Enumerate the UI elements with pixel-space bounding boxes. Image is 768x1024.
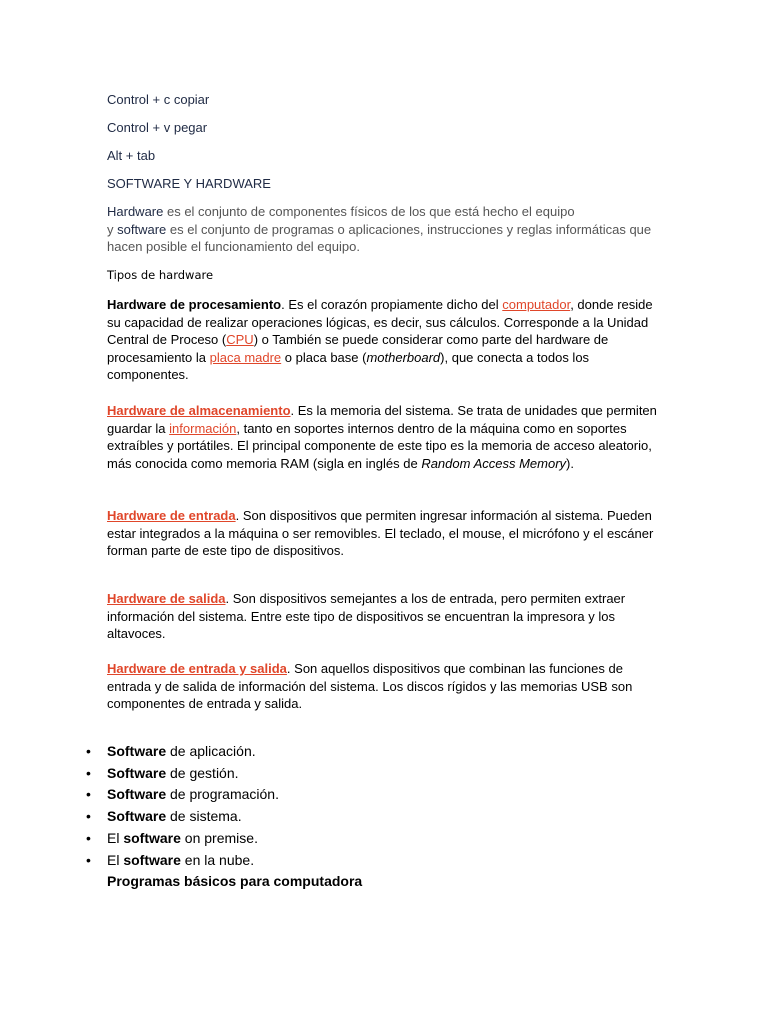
subheading-tipos: Tipos de hardware: [107, 268, 214, 282]
software-types-list: [86, 741, 279, 871]
list-item: • Software de programación.: [86, 784, 279, 806]
paragraph-entrada: [107, 507, 663, 560]
salida-text: . Son dispositivos semejantes a los de entrada, pero permiten extraer información del sistema. Entre este tipo de dispositivos se encuentran la impresora y los altavoces.: [107, 591, 626, 642]
list-item: • Software de aplicación.: [86, 741, 279, 763]
section-heading: SOFTWARE Y HARDWARE: [107, 176, 271, 191]
almacenamiento-text-3: ).: [566, 455, 574, 471]
link-cpu[interactable]: CPU: [226, 332, 254, 348]
shortcut-alt-tab: Alt + tab: [107, 148, 156, 163]
procesamiento-text-1: . Es el corazón propiamente dicho del: [281, 297, 503, 312]
link-hardware-entrada[interactable]: Hardware de entrada: [107, 508, 236, 523]
paragraph-procesamiento: [107, 296, 663, 384]
procesamiento-text-4: o placa base (: [281, 349, 367, 365]
almacenamiento-text-1: . Es la memoria del sistema. Se trata de unidades que permiten guardar la: [107, 403, 657, 436]
procesamiento-text-5: ), que conecta a todos los componentes.: [107, 349, 590, 383]
paragraph-entrada-salida: [107, 660, 663, 713]
procesamiento-italic: motherboard: [366, 349, 441, 365]
hardware-term: Hardware: [107, 204, 164, 219]
list-item: • El software en la nube.: [86, 850, 279, 872]
procesamiento-text-2: , donde reside su capacidad de realizar operaciones lógicas, es decir, sus cálculos. Corresponde a la Unidad Central de Proceso (: [107, 297, 653, 348]
list-item: • Software de sistema.: [86, 806, 279, 828]
paragraph-salida: [107, 590, 663, 643]
link-hardware-almacenamiento[interactable]: Hardware de almacenamiento: [107, 403, 291, 418]
paragraph-almacenamiento: [107, 402, 663, 472]
link-hardware-entrada-salida[interactable]: Hardware de entrada y salida: [107, 661, 287, 676]
link-informacion[interactable]: información: [169, 420, 237, 436]
almacenamiento-text-2: , tanto en soportes internos dentro de la máquina como en soportes extraíbles y portátiles. El principal componente de este tipo es la memoria de acceso aleatorio, más conocida como memoria RAM (sigla en inglés de: [107, 420, 652, 471]
almacenamiento-italic: Random Access Memory: [421, 455, 567, 471]
hardware-definition: es el conjunto de componentes físicos de los que está hecho el equipo: [163, 204, 575, 219]
final-heading: Programas básicos para computadora: [107, 873, 363, 889]
shortcut-paste: Control + v pegar: [107, 120, 208, 135]
intro-line2-prefix: y: [107, 221, 118, 237]
entrada-salida-text: . Son aquellos dispositivos que combinan las funciones de entrada y de salida de información del sistema. Los discos rígidos y las memorias USB son componentes de entrada y salida.: [107, 661, 633, 712]
link-hardware-salida[interactable]: Hardware de salida: [107, 591, 226, 606]
shortcut-copy: Control + c copiar: [107, 92, 210, 107]
list-item: • Software de gestión.: [86, 763, 279, 785]
procesamiento-title: Hardware de procesamiento: [107, 297, 282, 312]
link-computador[interactable]: computador: [502, 297, 571, 312]
intro-paragraph: [107, 203, 663, 256]
software-definition: es el conjunto de programas o aplicaciones, instrucciones y reglas informáticas que hacen posible el funcionamiento del equipo.: [107, 221, 652, 255]
list-item: • El software on premise.: [86, 828, 279, 850]
entrada-text: . Son dispositivos que permiten ingresar información al sistema. Pueden estar integrados a la máquina o ser removibles. El teclado, el mouse, el micrófono y el escáner forman parte de este tipo de dispositivos.: [107, 508, 654, 559]
software-term: software: [117, 221, 167, 237]
link-placa-madre[interactable]: placa madre: [209, 349, 282, 365]
procesamiento-text-3: ) o También se puede considerar como parte del hardware de procesamiento la: [107, 332, 609, 365]
